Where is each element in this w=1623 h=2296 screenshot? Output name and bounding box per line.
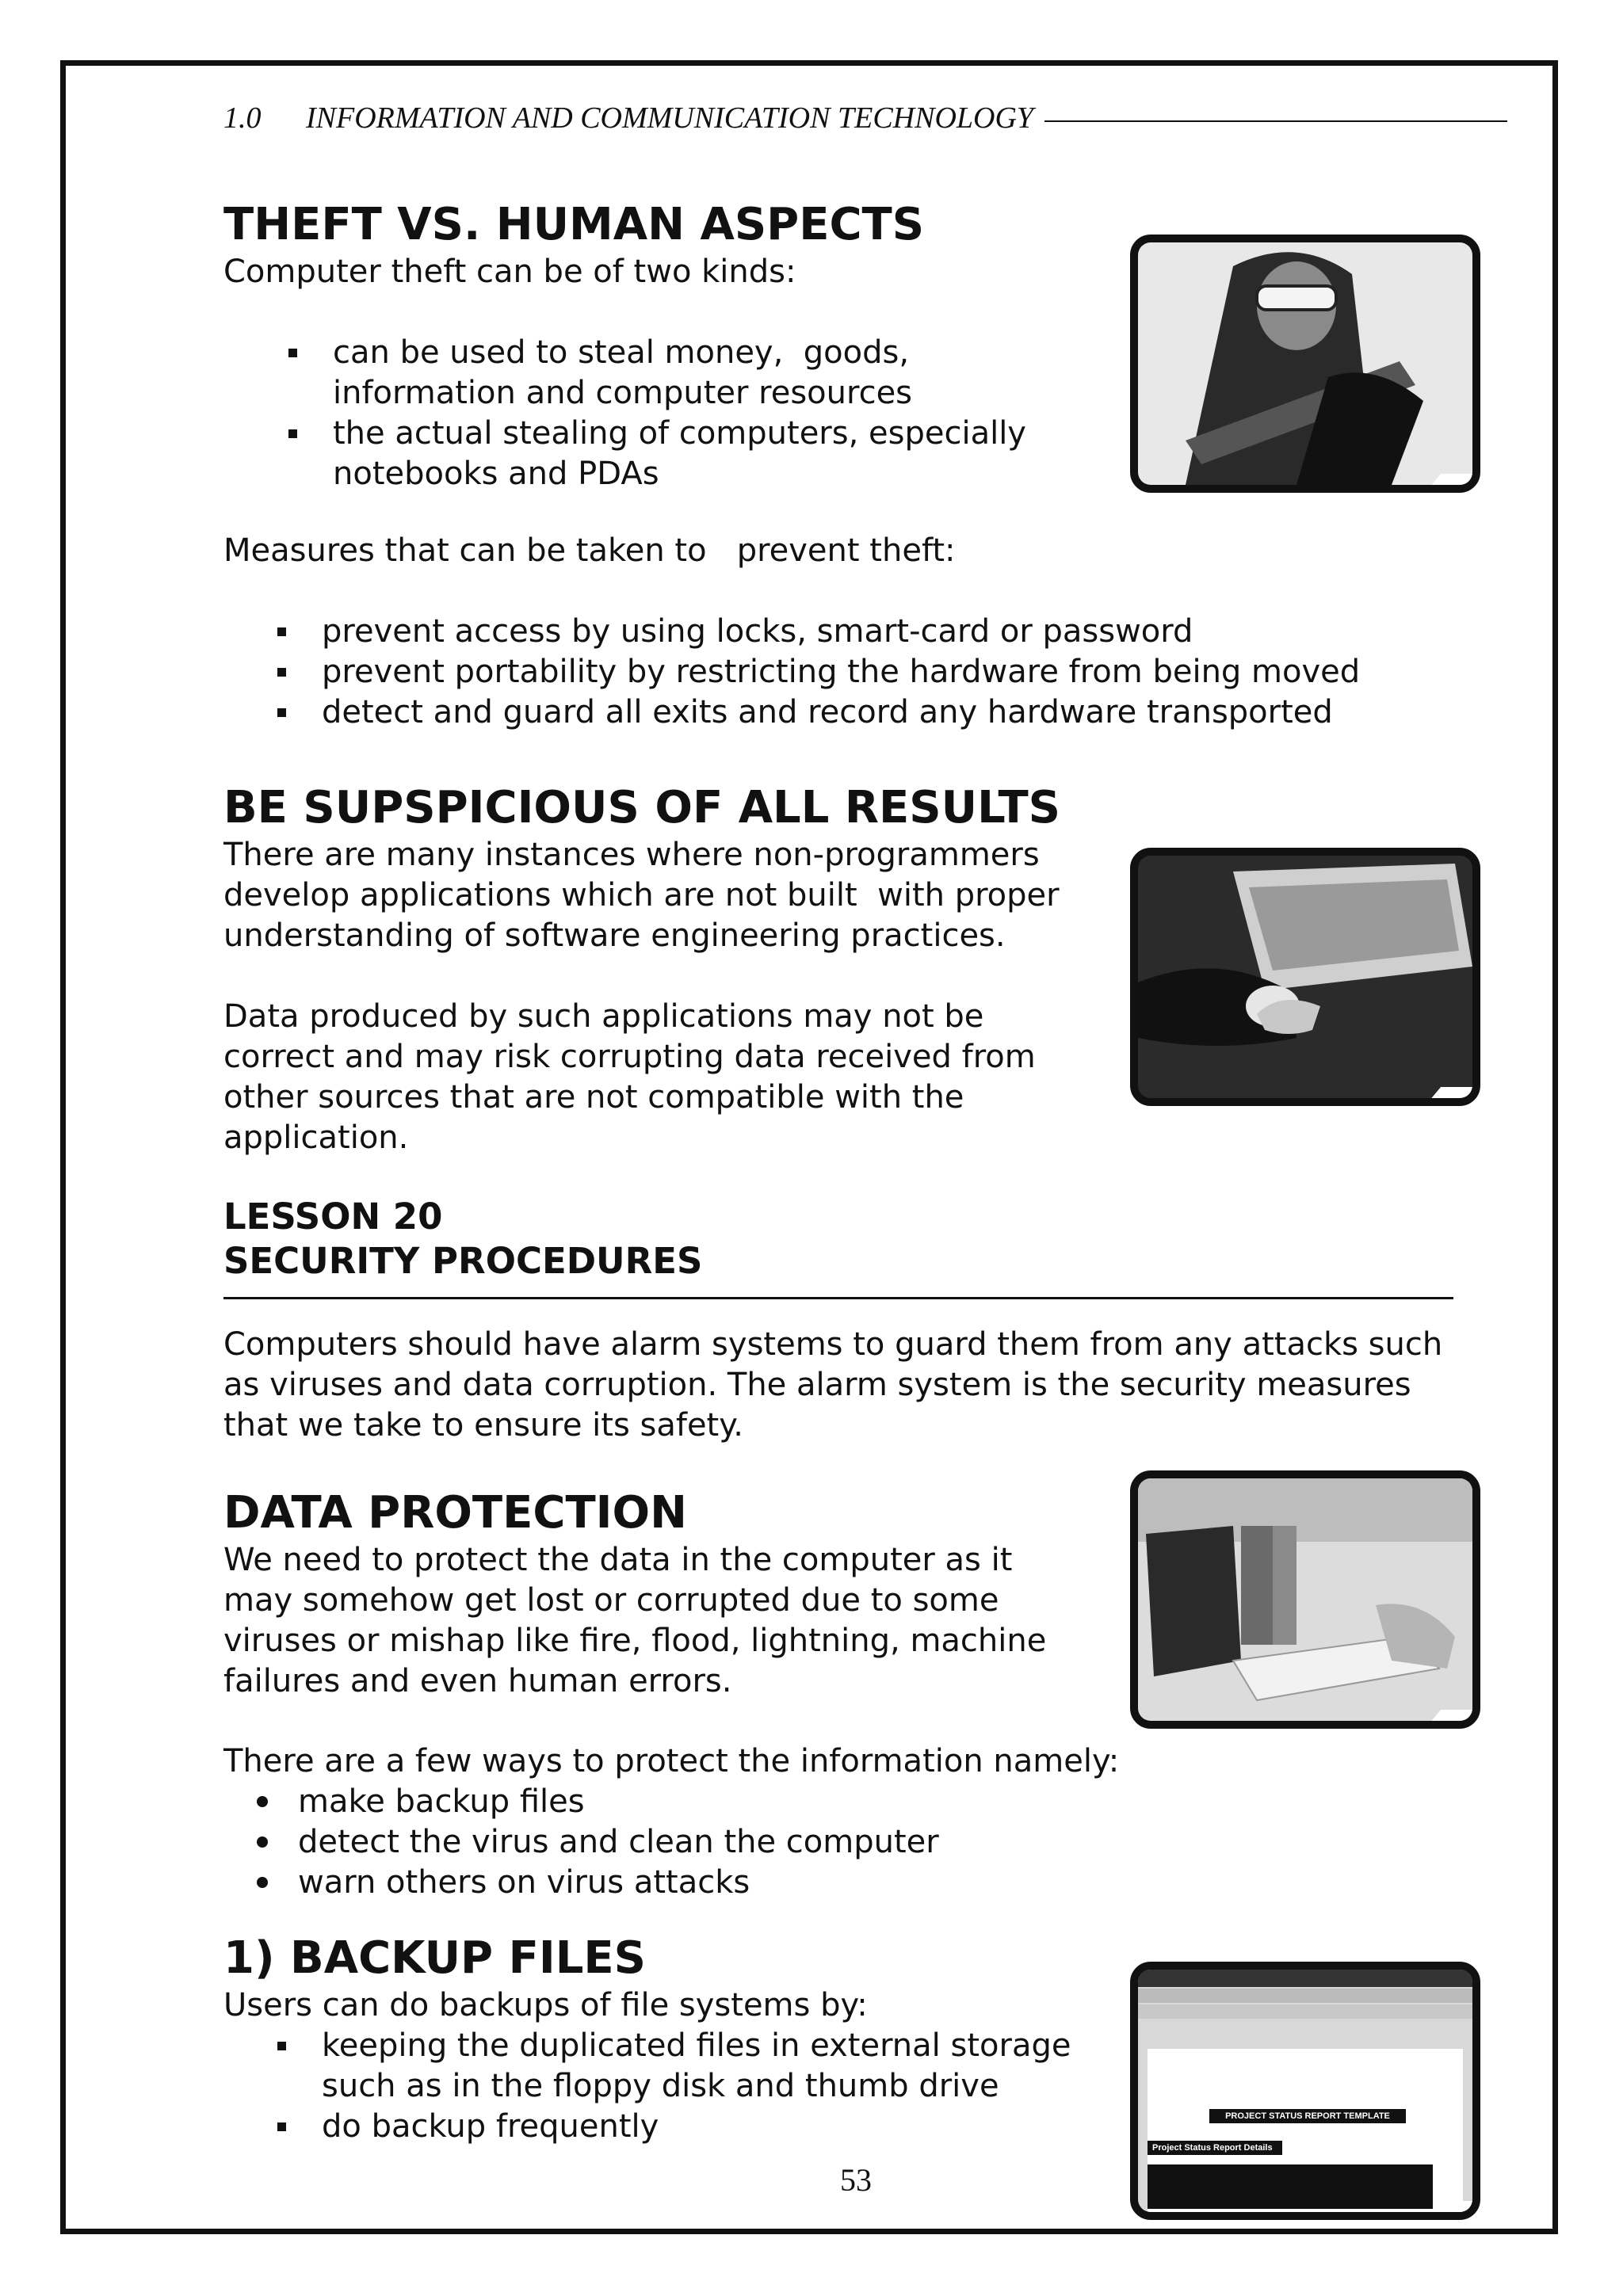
page-number: 53 (840, 2162, 872, 2198)
suspicious-heading: BE SUPSPICIOUS OF ALL RESULTS (223, 782, 1061, 833)
template-title: PROJECT STATUS REPORT TEMPLATE (1209, 2109, 1406, 2123)
thief-photo (1130, 235, 1480, 493)
suspicious-para-2: Data produced by such applications may not be correct and may risk corrupting data received from other sources that are not compatible with the application. (223, 998, 1036, 1156)
list-item: the actual stealing of computers, especially notebooks and PDAs (284, 414, 1026, 494)
lesson-rule (223, 1297, 1453, 1299)
backup-list (273, 2026, 1071, 2147)
protection-heading: DATA PROTECTION (223, 1487, 687, 1539)
protection-para: We need to protect the data in the computer as it may somehow get lost or corrupted due to some viruses or mishap like fire, flood, lightning, machine failures and even human errors. (223, 1542, 1047, 1699)
list-item: prevent portability by restricting the hardware from being moved (273, 652, 1360, 692)
theft-kinds-list (284, 333, 1026, 494)
list-item: keeping the duplicated files in external storage such as in the floppy disk and thumb drive (273, 2026, 1071, 2107)
list-item: can be used to steal money, goods, information and computer resources (284, 333, 1026, 414)
word-document-screenshot (1130, 1962, 1480, 2220)
backup-heading: 1) BACKUP FILES (223, 1932, 646, 1984)
theft-measures-list (273, 612, 1360, 733)
report-details-label: Project Status Report Details (1148, 2141, 1282, 2155)
list-item: detect and guard all exits and record any hardware transported (273, 692, 1360, 733)
laptop-disc-photo (1130, 848, 1480, 1106)
list-item: prevent access by using locks, smart-card or password (273, 612, 1360, 652)
suspicious-para-1: There are many instances where non-programmers develop applications which are not built with proper understanding of software engineering practices. (223, 837, 1060, 954)
theft-intro: Computer theft can be of two kinds: (223, 254, 796, 290)
list-item: warn others on virus attacks (254, 1863, 939, 1903)
theft-measures-intro: Measures that can be taken to prevent theft: (223, 532, 956, 569)
header-rule (1044, 120, 1507, 122)
lesson-title: SECURITY PROCEDURES (223, 1240, 703, 1282)
theft-heading: THEFT VS. HUMAN ASPECTS (223, 199, 925, 250)
list-item: do backup frequently (273, 2107, 1071, 2147)
office-computer-photo (1130, 1470, 1480, 1729)
list-item: detect the virus and clean the computer (254, 1822, 939, 1863)
chapter-title: INFORMATION AND COMMUNICATION TECHNOLOGY (306, 101, 1034, 135)
lesson-para: Computers should have alarm systems to guard them from any attacks such as viruses and data corruption. The alarm system is the security measures that we take to ensure its safety. (223, 1326, 1443, 1444)
protection-ways-intro: There are a few ways to protect the information namely: (223, 1743, 1120, 1779)
lesson-number: LESSON 20 (223, 1196, 443, 1238)
protection-ways-list (254, 1782, 939, 1903)
document-window (1138, 1970, 1472, 2212)
list-item: make backup files (254, 1782, 939, 1822)
backup-intro: Users can do backups of file systems by: (223, 1987, 868, 2023)
chapter-number: 1.0 (223, 101, 262, 135)
running-header (223, 98, 1507, 138)
